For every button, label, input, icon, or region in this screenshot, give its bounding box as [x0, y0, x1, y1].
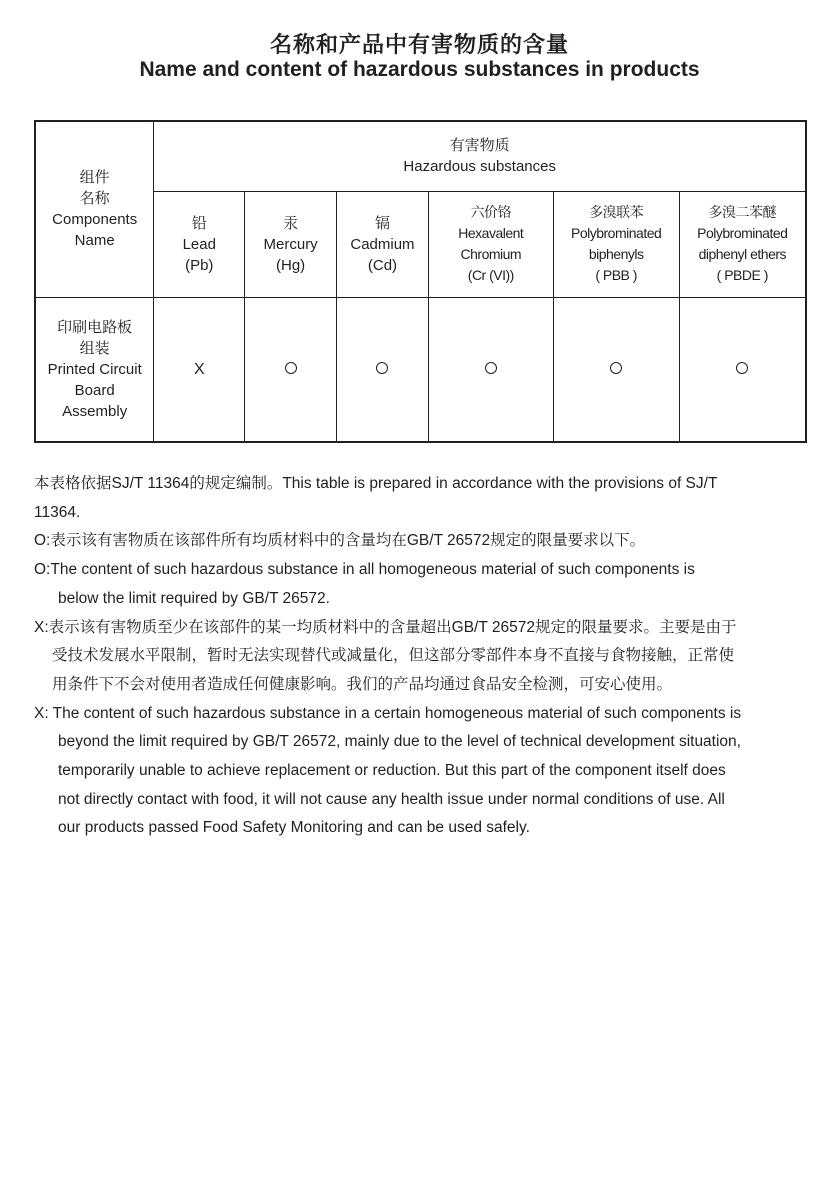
circle-mark-icon	[485, 362, 497, 374]
substance-en: biphenyls	[588, 246, 644, 262]
note-line: X: The content of such hazardous substance in a certain homogeneous material of such components is	[34, 704, 742, 722]
hazardous-substances-header	[154, 121, 806, 191]
note-circle-en	[34, 556, 814, 613]
substance-header-hexavalent-chromium	[428, 191, 553, 297]
note-line: O:The content of such hazardous substance in all homogeneous material of such components is	[34, 561, 695, 579]
notes-section	[34, 470, 814, 843]
value-cell-lead	[154, 297, 245, 442]
component-name-cell	[35, 297, 154, 442]
substance-abbr: ( PBDE )	[716, 267, 768, 283]
header-line: Components	[52, 211, 138, 229]
substance-cn: 镉	[374, 214, 390, 232]
note-line: X:表示该有害物质至少在该部件的某一均质材料中的含量超出GB/T 26572规定的限量要求。主要是由于	[34, 618, 737, 636]
substance-header-pbb	[553, 191, 679, 297]
header-en: Hazardous substances	[403, 158, 556, 176]
note-line: 本表格依据SJ/T 11364的规定编制。This table is prepared in accordance with the provisions of SJ/T	[34, 475, 718, 492]
header-line: 名称	[79, 190, 110, 208]
component-line: 印刷电路板	[57, 318, 133, 336]
components-name-header	[35, 121, 154, 297]
substance-en: Chromium	[460, 246, 522, 262]
substance-header-pbde	[679, 191, 806, 297]
substance-en: Lead	[182, 235, 216, 253]
header-cn: 有害物质	[449, 137, 510, 155]
note-circle-cn	[34, 527, 814, 556]
note-x-cn	[34, 614, 814, 700]
component-line: Assembly	[62, 402, 128, 420]
note-line: below the limit required by GB/T 26572.	[58, 589, 330, 607]
component-line: Board	[74, 381, 115, 399]
header-line: Name	[74, 232, 115, 250]
circle-mark-icon	[610, 362, 622, 374]
circle-mark-icon	[376, 362, 388, 374]
substance-en: Cadmium	[350, 235, 415, 253]
note-line: temporarily unable to achieve replacement or reduction. But this part of the component itself does	[58, 762, 726, 780]
note-line: 11364.	[34, 503, 81, 521]
page-title-cn: 名称和产品中有害物质的含量	[269, 32, 569, 57]
note-x-en	[34, 700, 814, 844]
note-line: 受技术发展水平限制，暂时无法实现替代或减量化，但这部分零部件本身不直接与食物接触，正常使	[52, 647, 735, 665]
note-line: our products passed Food Safety Monitoring and can be used safely.	[58, 819, 530, 837]
component-line: 组装	[79, 339, 110, 357]
value-cell-pbde	[679, 297, 806, 442]
value-cell-pbb	[553, 297, 679, 442]
substance-en: Polybrominated	[571, 225, 662, 241]
value-mark: X	[193, 360, 205, 378]
circle-mark-icon	[285, 362, 297, 374]
value-cell-mercury	[245, 297, 337, 442]
page-title-en: Name and content of hazardous substances in products	[139, 58, 700, 81]
substance-cn: 汞	[283, 214, 299, 232]
substance-en: Hexavalent	[458, 225, 524, 241]
note-line: O:表示该有害物质在该部件所有均质材料中的含量均在GB/T 26572规定的限量要求以下。	[34, 532, 646, 550]
note-line: not directly contact with food, it will not cause any health issue under normal conditions of use. All	[58, 790, 725, 808]
note-line: 用条件下不会对使用者造成任何健康影响。我们的产品均通过食品安全检测，可安心使用。	[52, 675, 673, 693]
substance-abbr: (Cr (VI))	[467, 267, 514, 283]
substance-abbr: (Hg)	[276, 256, 306, 274]
substance-cn: 铅	[191, 214, 207, 232]
substance-en: diphenyl ethers	[698, 246, 787, 262]
substance-abbr: (Pb)	[185, 256, 214, 274]
substance-header-cadmium	[337, 191, 429, 297]
value-cell-cadmium	[337, 297, 429, 442]
substance-abbr: (Cd)	[367, 256, 398, 274]
substance-header-mercury	[245, 191, 337, 297]
substance-abbr: ( PBB )	[595, 267, 637, 283]
hazardous-substances-table	[34, 120, 807, 443]
table-row	[35, 297, 806, 442]
substance-en: Polybrominated	[697, 225, 788, 241]
substance-cn: 六价铬	[470, 204, 512, 220]
substance-en: Mercury	[263, 235, 318, 253]
substance-cn: 多溴联苯	[589, 204, 644, 220]
component-line: Printed Circuit	[47, 360, 142, 378]
note-line: beyond the limit required by GB/T 26572, mainly due to the level of technical development situation,	[58, 733, 741, 751]
header-line: 组件	[79, 169, 110, 187]
note-standard	[34, 470, 814, 527]
substance-cn: 多溴二苯醚	[708, 204, 777, 220]
value-cell-chromium	[428, 297, 553, 442]
substance-header-lead	[154, 191, 245, 297]
circle-mark-icon	[736, 362, 748, 374]
